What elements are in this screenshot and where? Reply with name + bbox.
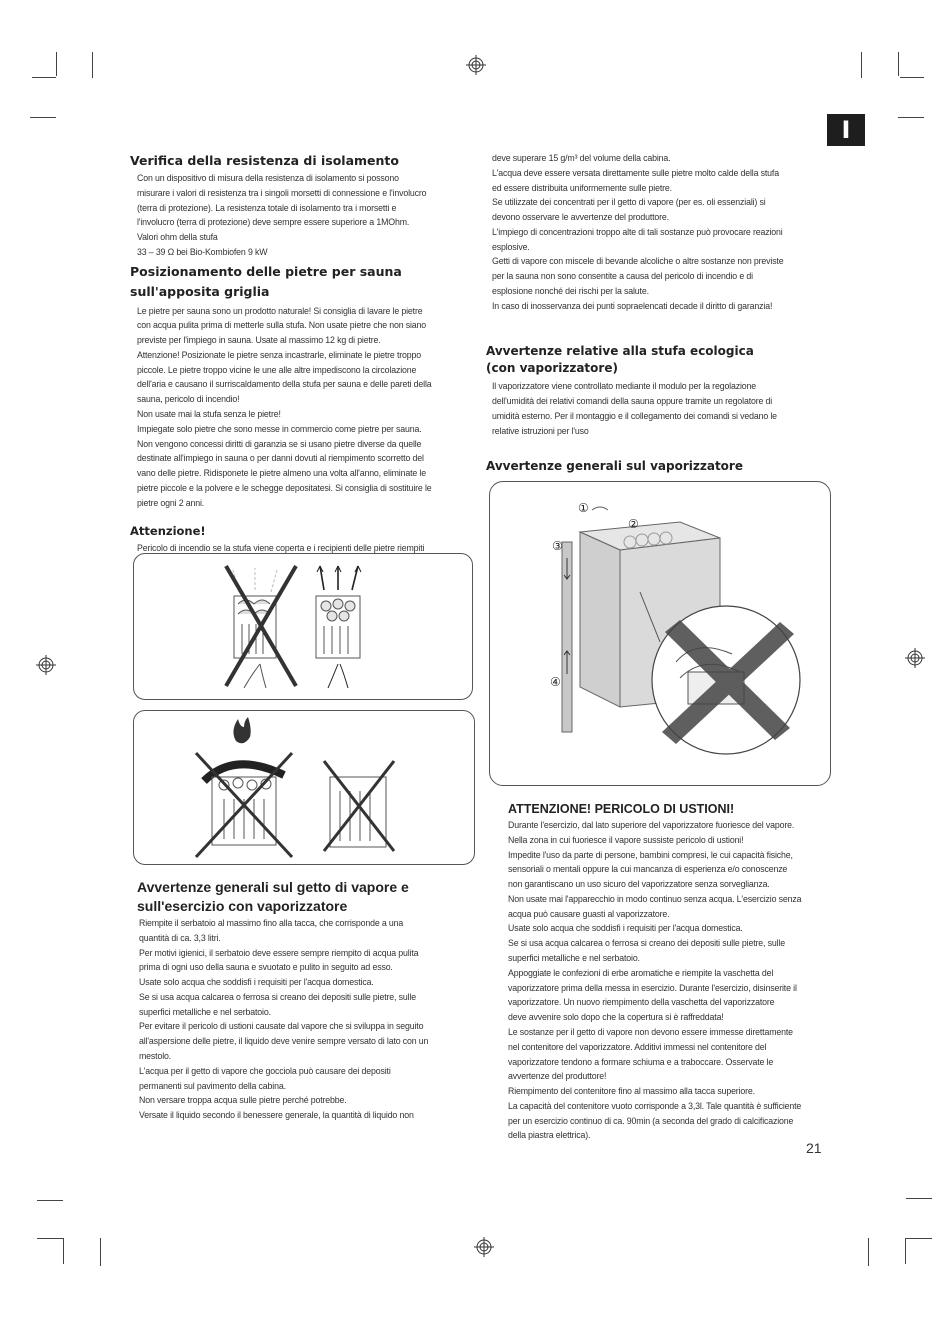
heater-empty: [330, 777, 386, 847]
heater-correct-packing: [316, 566, 361, 688]
text-line: ed essere distribuita uniformemente sulle pietre.: [492, 182, 672, 193]
figure-covered-heater: [133, 710, 475, 865]
flame-icon: [233, 717, 250, 743]
text-line: Nella zona in cui fuoriesce il vapore sussiste pericolo di ustioni!: [508, 834, 744, 845]
illustration-fire-hazard: [134, 711, 474, 864]
text-line: Se utilizzate dei concentrati per il getto di vapore (per es. oli essenziali) si: [492, 197, 766, 208]
text-line: Pericolo di incendio se la stufa viene coperta e i recipienti delle pietre riempiti: [137, 543, 425, 554]
crop-mark: [898, 52, 899, 76]
text-line: della piastra elettrica).: [508, 1130, 591, 1141]
crop-mark: [92, 52, 93, 78]
text-line: Attenzione! Posizionate le pietre senza incastrarle, eliminate le pietre troppo: [137, 349, 421, 360]
language-tab: I: [827, 114, 865, 146]
text-line: Il vaporizzatore viene controllato mediante il modulo per la regolazione: [492, 381, 757, 392]
section-body: [130, 305, 475, 511]
text-line: Riempimento del contenitore fino al massimo alla tacca superiore.: [508, 1086, 755, 1097]
crop-mark: [868, 1238, 869, 1266]
crop-mark: [63, 1238, 64, 1264]
crop-mark: [906, 1238, 932, 1239]
text-line: superfici metalliche e nel serbatoio.: [508, 953, 640, 964]
crop-mark: [906, 1198, 932, 1199]
text-line: L'impiego di concentrazioni troppo alte di tali sostanze può provocare reazioni: [492, 226, 783, 237]
text-line: acqua può causare guasti al vaporizzatore.: [508, 908, 670, 919]
section-heading: Posizionamento delle pietre per sauna sull'apposita griglia: [130, 263, 402, 299]
left-column-top: [130, 152, 475, 572]
text-line: L'acqua per il getto di vapore che gocciola può causare dei depositi: [139, 1065, 391, 1076]
registration-target-icon: [466, 55, 486, 75]
text-line: umidità esterno. Per il montaggio e il collegamento dei comandi si vedano le: [492, 410, 777, 421]
text-line: Appoggiate le confezioni di erbe aromatiche e riempite la vaschetta del: [508, 967, 774, 978]
callout-label: ③: [552, 539, 563, 553]
text-line: pietre ogni 2 anni.: [137, 497, 205, 508]
callout-label: ①: [578, 501, 589, 515]
text-line: Versate il liquido secondo il benessere generale, la quantità di liquido non: [139, 1110, 414, 1121]
text-line: destinate all'impiego in sauna o per danni dovuti al riempimento scorretto del: [137, 453, 424, 464]
text-line: deve avvenire solo dopo che la copertura si è raffreddata!: [508, 1012, 724, 1023]
text-line: In caso di inosservanza dei punti sopraelencati decade il diritto di garanzia!: [492, 300, 773, 311]
text-line: Se si usa acqua calcarea o ferrosa si creano dei depositi sulle pietre, sulle: [139, 991, 416, 1002]
text-line: avvertenze del produttore!: [508, 1071, 607, 1082]
text-line: pietre piccole e la polvere e le schegge depositatesi. Si consiglia di sostituire le: [137, 482, 432, 493]
section-heading: Avvertenze relative alla stufa ecologica (con vaporizzatore): [486, 344, 754, 376]
page-number: 21: [806, 1140, 822, 1156]
text-line: vano delle pietre. Ridisponete le pietre almeno una volta all'anno, eliminate le: [137, 468, 426, 479]
section-heading: Avvertenze generali sul getto di vapore e sull'esercizio con vaporizzatore: [137, 879, 409, 914]
right-column-bottom: [508, 801, 843, 1144]
text-line: relative istruzioni per l'uso: [492, 425, 589, 436]
registration-target-icon: [905, 648, 925, 668]
text-line: Impiegate solo pietre che sono messe in commercio come pietre per sauna.: [137, 423, 422, 434]
right-column-top: [486, 152, 832, 477]
text-line: Non usate mai l'apparecchio in modo continuo senza acqua. L'esercizio senza: [508, 893, 802, 904]
registration-target-icon: [36, 655, 56, 675]
illustration-stone-airflow: [134, 554, 472, 699]
text-line: vaporizzatore. Un nuovo riempimento della vaschetta del vaporizzatore: [508, 997, 775, 1008]
text-line: Per evitare il pericolo di ustioni causate dal vapore che si sviluppa in seguito: [139, 1021, 424, 1032]
text-line: dell'umidità dei relativi comandi della sauna oppure tramite un regolatore di: [492, 396, 773, 407]
warning-heading: ATTENZIONE! PERICOLO DI USTIONI!: [508, 802, 735, 816]
callout-label: ④: [550, 675, 561, 689]
text-line: La capacità del contenitore vuoto corrisponde a 3,3l. Tale quantità è sufficiente: [508, 1100, 802, 1111]
text-line: sensoriali o mentali oppure la cui mancanza di esperienza e/o conoscenze: [508, 864, 788, 875]
crop-mark: [900, 77, 924, 78]
text-line: Impedite l'uso da parte di persone, bambini compresi, le cui capacità fisiche,: [508, 849, 793, 860]
text-line: Non vengono concessi diritti di garanzia se si usano pietre diverse da quelle: [137, 438, 422, 449]
text-line: quantità di ca. 3,3 litri.: [139, 932, 221, 943]
crop-mark: [37, 1200, 63, 1201]
callout-label: ②: [628, 517, 639, 531]
text-line: nel contenitore del vaporizzatore. Additivi immessi nel contenitore del: [508, 1041, 767, 1052]
text-line: (terra di protezione). La resistenza totale di isolamento tra i morsetti e: [137, 202, 397, 213]
text-line: Per motivi igienici, il serbatoio deve essere sempre riempito di acqua pulita: [139, 947, 419, 958]
text-line: Non versare troppa acqua sulle pietre perché potrebbe.: [139, 1095, 347, 1106]
text-line: vaporizzatore tendono a formare schiuma e a traboccare. Osservate le: [508, 1056, 774, 1067]
text-line: L'acqua deve essere versata direttamente sulle pietre molto calde della stufa: [492, 167, 779, 178]
text-line: superfici metalliche e nel serbatoio.: [139, 1006, 271, 1017]
text-line: devono osservare le avvertenze del produttore.: [492, 212, 669, 223]
text-line: esplosive.: [492, 241, 530, 252]
crop-mark: [898, 117, 924, 118]
text-line: esplosione nonché dei rischi per la salute.: [492, 286, 649, 297]
text-line: Non usate mai la stufa senza le pietre!: [137, 408, 281, 419]
text-line: Con un dispositivo di misura della resistenza di isolamento si possono: [137, 173, 399, 183]
text-line: piccole. Le pietre troppo vicine le une alle altre impediscono la circolazione: [137, 364, 417, 375]
section-heading: Attenzione!: [130, 524, 206, 539]
text-line: Se si usa acqua calcarea o ferrosa si creano dei depositi sulle pietre, sulle: [508, 938, 785, 949]
crop-mark: [56, 52, 57, 76]
text-line: Riempite il serbatoio al massimo fino alla tacca, che corrisponde a una: [139, 918, 404, 928]
text-line: Valori ohm della stufa: [137, 232, 218, 243]
text-line: dell'aria e causano il surriscaldamento della stufa per sauna e delle pareti della: [137, 379, 432, 390]
text-line: Le pietre per sauna sono un prodotto naturale! Si consiglia di lavare le pietre: [137, 305, 423, 316]
section-body: [137, 917, 482, 1123]
text-line: per la sauna non sono consentite a causa del pericolo di incendio e di: [492, 271, 753, 282]
text-line: Usate solo acqua che soddisfi i requisiti per l'acqua domestica.: [139, 977, 374, 988]
crop-mark: [30, 117, 56, 118]
crop-mark: [37, 1238, 63, 1239]
illustration-vaporizer: [490, 482, 830, 785]
crop-mark: [100, 1238, 101, 1266]
text-line: deve superare 15 g/m³ del volume della cabina.: [492, 153, 671, 163]
registration-target-icon: [474, 1237, 494, 1257]
crop-mark: [861, 52, 862, 78]
section-body: [492, 380, 832, 438]
section-body: [508, 819, 843, 1143]
text-line: Durante l'esercizio, dal lato superiore del vaporizzatore fuoriesce del vapore.: [508, 820, 795, 830]
text-line: Le sostanze per il getto di vapore non devono essere immesse direttamente: [508, 1026, 793, 1037]
text-line: misurare i valori di resistenza tra i singoli morsetti di connessione e l'involucro: [137, 187, 427, 198]
text-line: all'aspersione delle pietre, il liquido deve venire sempre versato di lato con un: [139, 1036, 429, 1047]
text-line: per un esercizio continuo di ca. 90min (a seconda del grado di calcificazione: [508, 1115, 794, 1126]
text-line: vaporizzatore prima della messa in esercizio. Durante l'esercizio, disinserite il: [508, 982, 797, 993]
text-line: 33 – 39 Ω bei Bio-Kombiofen 9 kW: [137, 246, 268, 257]
text-line: mestolo.: [139, 1051, 172, 1062]
crop-mark: [32, 77, 56, 78]
figure-stone-placement: [133, 553, 473, 700]
text-line: Getti di vapore con miscele di bevande alcoliche o altre sostanze non previste: [492, 256, 784, 267]
section-heading: Avvertenze generali sul vaporizzatore: [486, 459, 743, 474]
crop-mark: [905, 1238, 906, 1264]
text-line: con acqua pulita prima di metterle sulla stufa. Non usate pietre che non siano: [137, 320, 427, 331]
left-column-bottom: [137, 878, 482, 1124]
text-line: l'involucro (terra di protezione) deve sempre essere superiore a 1MOhm.: [137, 217, 410, 228]
figure-vaporizer: [489, 481, 831, 786]
text-line: non garantiscano un uso sicuro del vaporizzatore senza sorveglianza.: [508, 879, 770, 890]
text-line: previste per l'impiego in sauna. Usate al massimo 12 kg di pietre.: [137, 335, 381, 346]
section-heading: Verifica della resistenza di isolamento: [130, 153, 399, 168]
text-line: sauna, pericolo di incendio!: [137, 394, 240, 405]
text-line: prima di ogni uso della sauna e svuotato e pulito in seguito ad esso.: [139, 962, 393, 973]
text-line: permanenti sul pavimento della cabina.: [139, 1080, 286, 1091]
section-body: [492, 152, 832, 313]
section-body: [130, 172, 475, 260]
text-line: Usate solo acqua che soddisfi i requisiti per l'acqua domestica.: [508, 923, 743, 934]
